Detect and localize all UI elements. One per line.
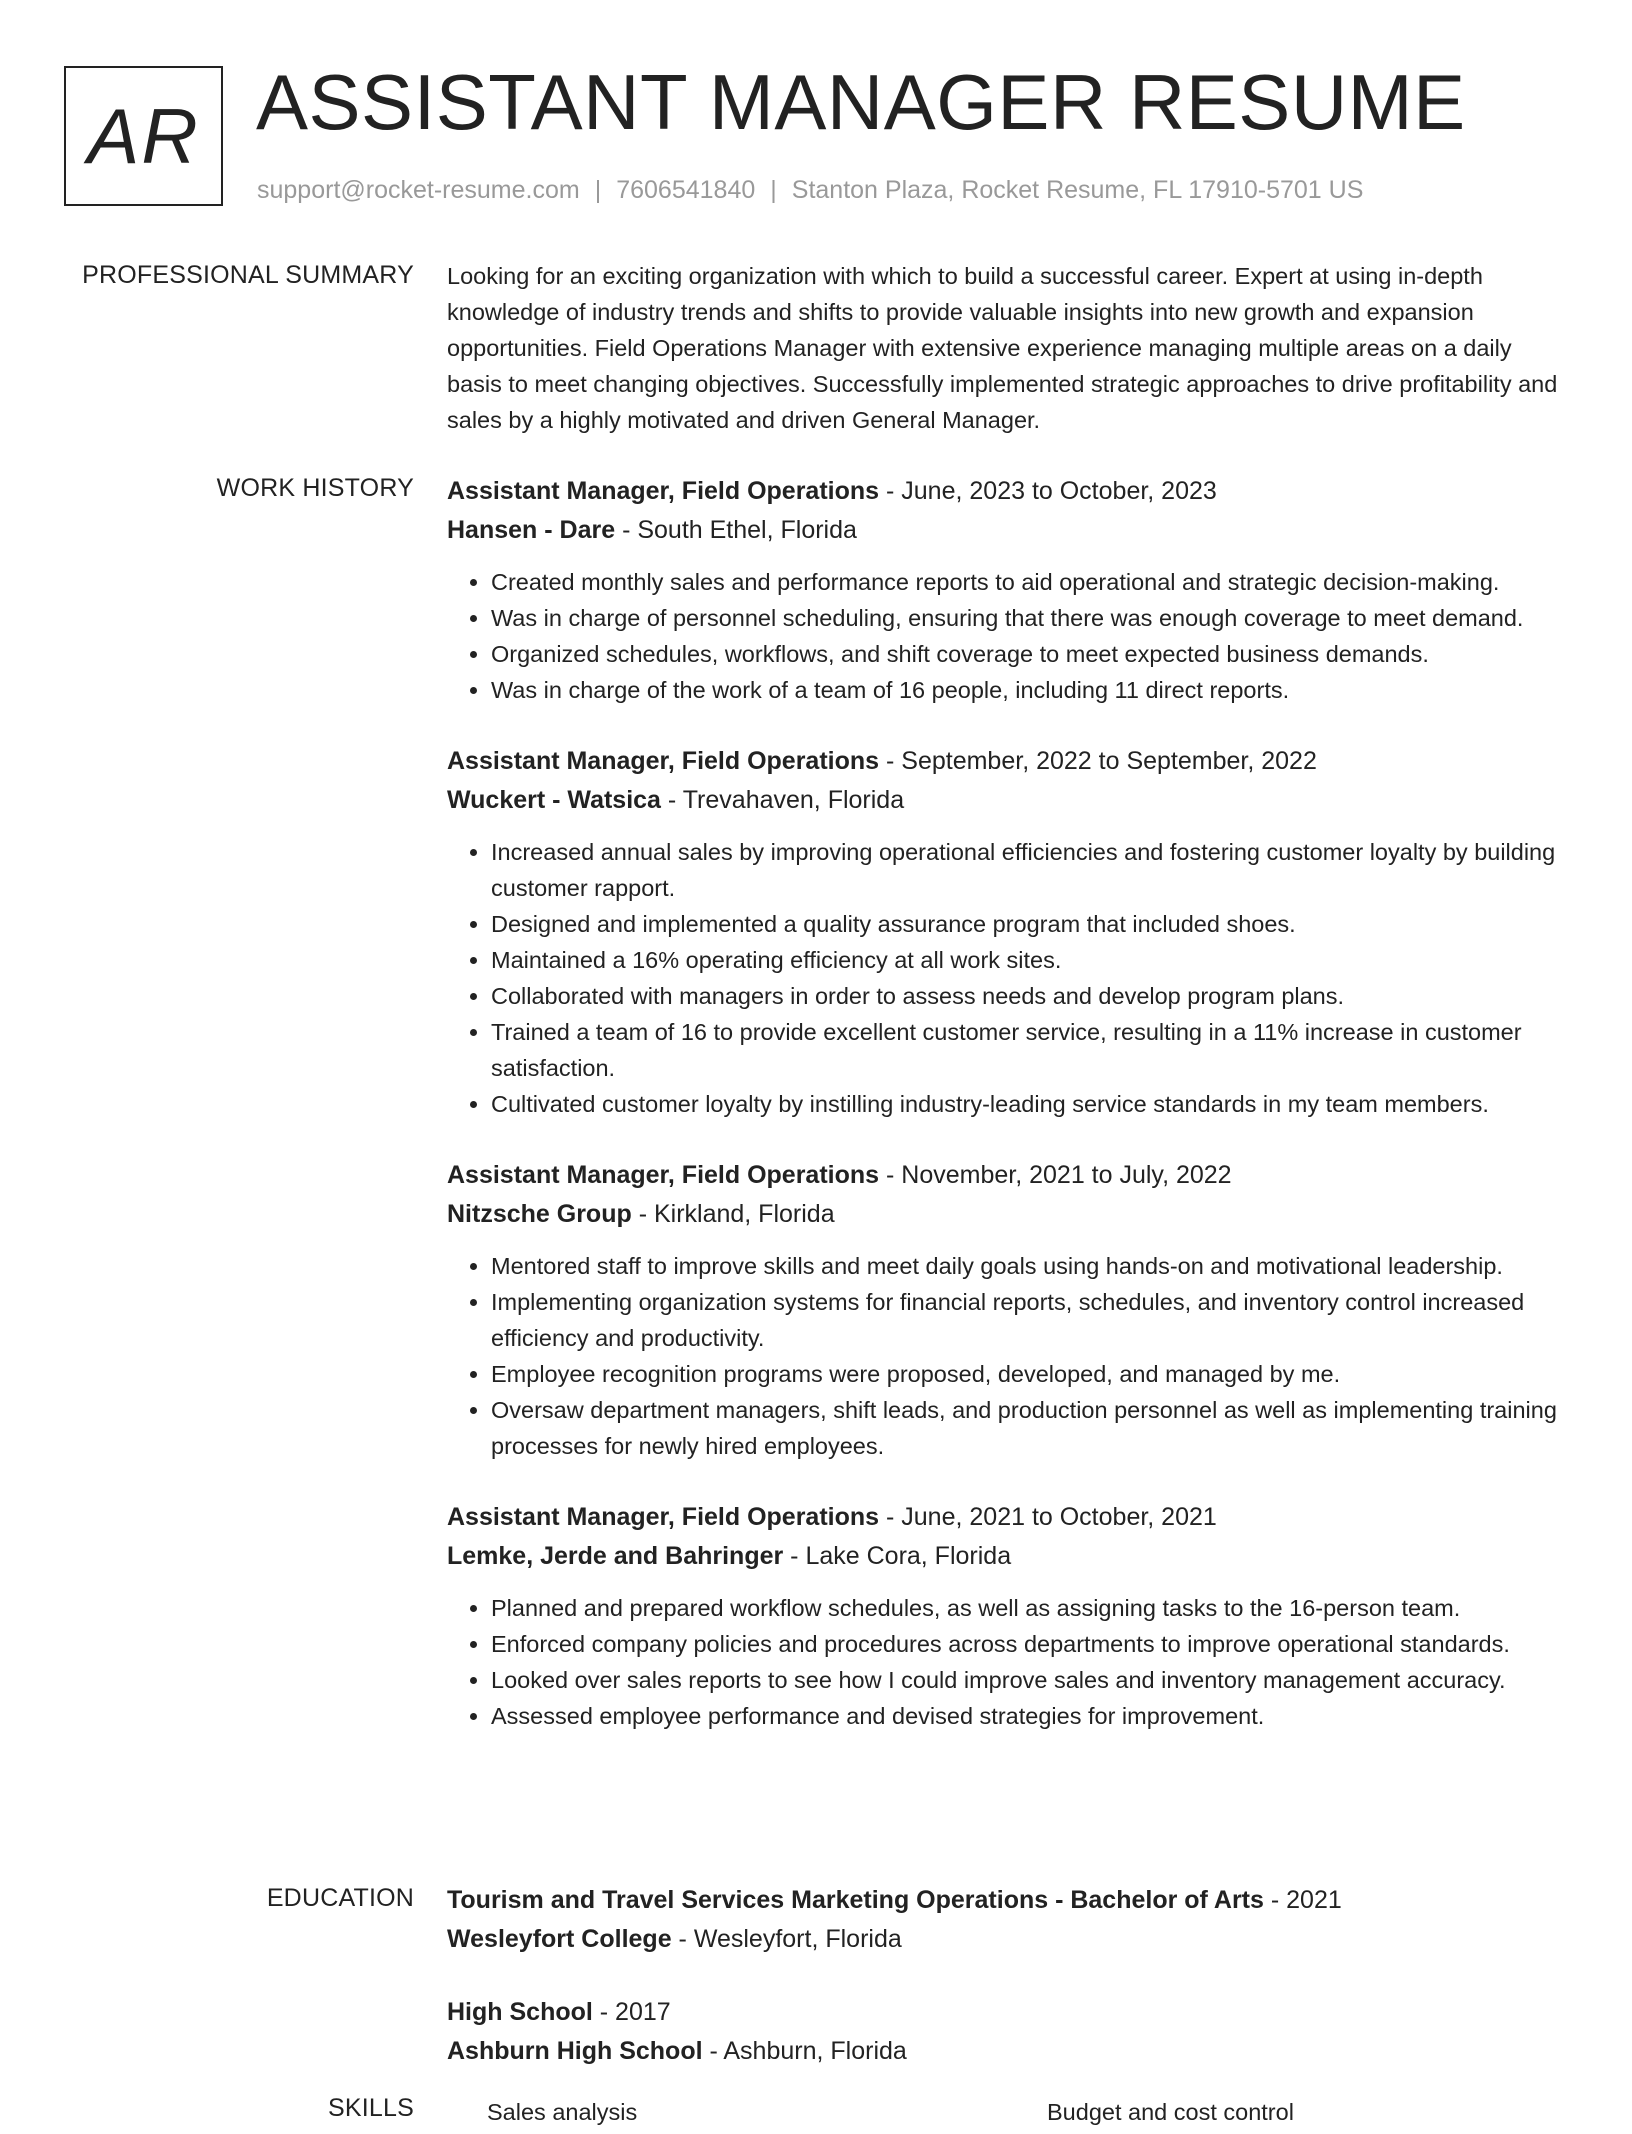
job-bullet: • Assessed employee performance and devised strategies for improvement. <box>491 1698 1567 1734</box>
education-school: Ashburn High School <box>447 2037 703 2065</box>
contact-address: Stanton Plaza, Rocket Resume, FL 17910-5701 US <box>791 176 1364 204</box>
summary-body <box>447 258 1567 438</box>
education-degree-line <box>447 1993 1567 2032</box>
job-bullet: • Was in charge of the work of a team of 16 people, including 11 direct reports. <box>491 672 1567 708</box>
job-bullet: • Maintained a 16% operating efficiency at all work sites. <box>491 942 1567 978</box>
contact-line <box>257 176 1363 205</box>
job-title: Assistant Manager, Field Operations <box>447 477 880 505</box>
work-history-body <box>447 472 1567 1768</box>
contact-separator: | <box>594 176 602 204</box>
job-bullet: • Oversaw department managers, shift leads, and production personnel as well as implementing training processes for newly hired employees. <box>491 1392 1567 1464</box>
skills-heading: SKILLS <box>328 2094 414 2122</box>
job-bullet: • Cultivated customer loyalty by instilling industry-leading service standards in my team members. <box>491 1086 1567 1122</box>
job-entry <box>447 742 1567 1122</box>
skills-row <box>447 2094 1567 2134</box>
job-bullet: • Planned and prepared workflow schedules, as well as assigning tasks to the 16-person team. <box>491 1590 1567 1626</box>
education-school-line <box>447 2032 1567 2071</box>
job-bullet: • Mentored staff to improve skills and meet daily goals using hands-on and motivational leadership. <box>491 1248 1567 1284</box>
job-title: Assistant Manager, Field Operations <box>447 747 880 775</box>
resume-title: ASSISTANT MANAGER RESUME <box>256 58 1466 146</box>
job-title-line <box>447 1156 1567 1195</box>
job-title-line <box>447 742 1567 781</box>
education-degree: Tourism and Travel Services Marketing Operations - Bachelor of Arts <box>447 1886 1264 1914</box>
work-history-heading: WORK HISTORY <box>216 474 414 502</box>
education-entry <box>447 1993 1567 2071</box>
education-degree-line <box>447 1881 1567 1920</box>
job-company: Hansen - Dare <box>447 516 616 544</box>
summary-text: Looking for an exciting organization with which to build a successful career. Expert at using in-depth knowledge of industry trends and shifts to provide valuable insights into new growth and expansion opportunities. Field Operations Manager with extensive experience managing multiple areas on a daily basis to meet changing objectives. Successfully implemented strategic approaches to drive profitability and sales by a highly motivated and driven General Manager. <box>447 263 1558 433</box>
job-title-line <box>447 1498 1567 1537</box>
summary-heading: PROFESSIONAL SUMMARY <box>82 261 414 289</box>
job-entry <box>447 1156 1567 1464</box>
job-bullet: • Designed and implemented a quality assurance program that included shoes. <box>491 906 1567 942</box>
contact-email: support@rocket-resume.com <box>257 176 580 204</box>
education-heading: EDUCATION <box>266 1884 414 1912</box>
job-company: Lemke, Jerde and Bahringer <box>447 1542 784 1570</box>
contact-phone: 7606541840 <box>616 176 756 204</box>
job-title: Assistant Manager, Field Operations <box>447 1503 880 1531</box>
education-school: Wesleyfort College <box>447 1925 672 1953</box>
job-bullet: • Trained a team of 16 to provide excellent customer service, resulting in a 11% increase in customer satisfaction. <box>491 1014 1567 1086</box>
job-company: Wuckert - Watsica <box>447 786 661 814</box>
job-dates: - June, 2021 to October, 2021 <box>879 1503 1217 1531</box>
job-title: Assistant Manager, Field Operations <box>447 1161 880 1189</box>
job-title-line <box>447 472 1567 511</box>
education-location: - Wesleyfort, Florida <box>671 1925 902 1953</box>
job-dates: - September, 2022 to September, 2022 <box>879 747 1317 775</box>
job-company-line <box>447 781 1567 820</box>
education-year: - 2017 <box>592 1998 671 2026</box>
job-bullets <box>447 564 1567 708</box>
education-school-line <box>447 1920 1567 1959</box>
initials-monogram: AR <box>64 66 223 206</box>
job-bullet: • Implementing organization systems for financial reports, schedules, and inventory control increased efficiency and productivity. <box>491 1284 1567 1356</box>
education-body <box>447 1881 1567 2105</box>
skill-item: Budget and cost control <box>1047 2099 1294 2125</box>
education-location: - Ashburn, Florida <box>702 2037 907 2065</box>
contact-separator: | <box>770 176 777 204</box>
job-bullets <box>447 1590 1567 1734</box>
job-bullet: • Employee recognition programs were proposed, developed, and managed by me. <box>491 1356 1567 1392</box>
job-dates: - November, 2021 to July, 2022 <box>879 1161 1232 1189</box>
education-degree: High School <box>447 1998 593 2026</box>
education-year: - 2021 <box>1263 1886 1342 1914</box>
job-dates: - June, 2023 to October, 2023 <box>879 477 1217 505</box>
job-bullets <box>447 834 1567 1122</box>
job-bullets <box>447 1248 1567 1464</box>
job-bullet: • Created monthly sales and performance reports to aid operational and strategic decision-making. <box>491 564 1567 600</box>
job-bullet: • Enforced company policies and procedures across departments to improve operational standards. <box>491 1626 1567 1662</box>
job-bullet: • Increased annual sales by improving operational efficiencies and fostering customer loyalty by building customer rapport. <box>491 834 1567 906</box>
job-bullet: • Looked over sales reports to see how I could improve sales and inventory management accuracy. <box>491 1662 1567 1698</box>
job-location: - South Ethel, Florida <box>615 516 857 544</box>
job-company-line <box>447 511 1567 550</box>
job-company-line <box>447 1537 1567 1576</box>
job-bullet: • Collaborated with managers in order to assess needs and develop program plans. <box>491 978 1567 1014</box>
job-bullet: • Was in charge of personnel scheduling, ensuring that there was enough coverage to meet demand. <box>491 600 1567 636</box>
job-company: Nitzsche Group <box>447 1200 632 1228</box>
job-location: - Kirkland, Florida <box>631 1200 835 1228</box>
job-location: - Trevahaven, Florida <box>660 786 905 814</box>
job-company-line <box>447 1195 1567 1234</box>
education-entry <box>447 1881 1567 1959</box>
job-location: - Lake Cora, Florida <box>783 1542 1012 1570</box>
job-entry <box>447 1498 1567 1734</box>
skill-item: Sales analysis <box>487 2099 638 2125</box>
job-entry <box>447 472 1567 708</box>
skills-body <box>447 2094 1567 2134</box>
job-bullet: • Organized schedules, workflows, and shift coverage to meet expected business demands. <box>491 636 1567 672</box>
